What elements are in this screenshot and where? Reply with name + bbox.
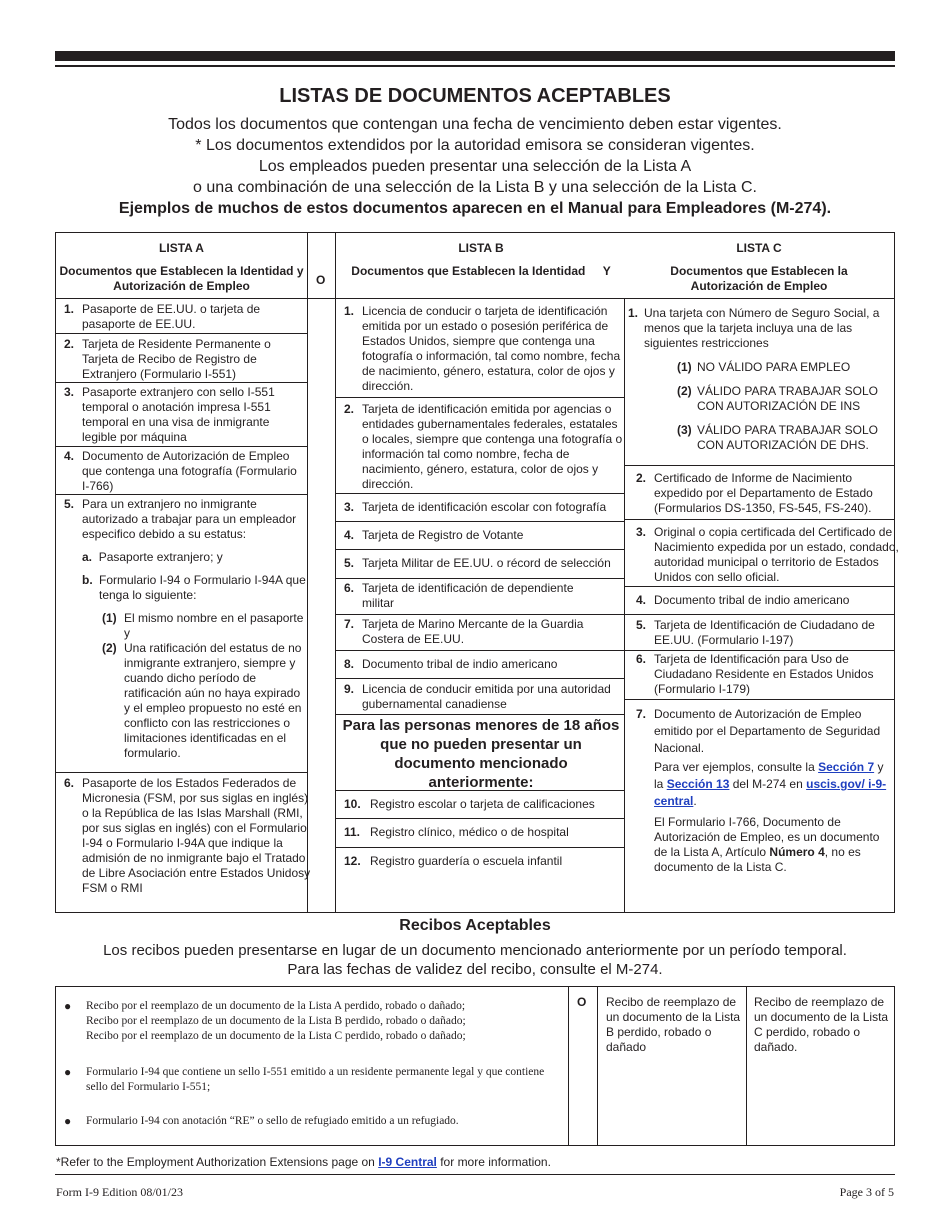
list-b-item: [344, 797, 640, 812]
item-number: 2.: [636, 471, 647, 485]
list-a-item: [64, 449, 307, 494]
bullet-dot: ●: [64, 1114, 72, 1128]
row-divider: [335, 578, 624, 579]
list-c-item: [628, 306, 894, 453]
list-a-item: [64, 497, 307, 761]
item-text: Documento tribal de indio americano: [654, 593, 850, 607]
row-divider: [624, 699, 894, 700]
intro-line: Todos los documentos que contengan una fecha de vencimiento deben estar vigentes.: [168, 116, 782, 133]
receipts-title: Recibos Aceptables: [399, 917, 551, 934]
item-number: 4.: [64, 449, 75, 463]
item-text: Registro escolar o tarjeta de calificaciones: [370, 797, 595, 811]
sub-label: (2): [102, 641, 117, 655]
item5-b2: [82, 641, 307, 761]
page-number: Page 3 of 5: [839, 1185, 894, 1199]
receipts-line: Los recibos pueden presentarse en lugar de un documento mencionado anteriormente por un período temporal.: [103, 942, 847, 959]
top-rule-thin: [55, 65, 895, 67]
minors-heading: Para las personas menores de 18 años que no pueden presentar un documento mencionado anteriormente:: [342, 717, 620, 791]
item-number: 1.: [628, 306, 639, 320]
receipts-description: [55, 941, 895, 979]
item-number: 9.: [344, 682, 355, 696]
ref-text: del M-274 en: [729, 777, 807, 791]
item-number: 10.: [344, 797, 361, 811]
row-divider: [335, 614, 624, 615]
row-divider: [624, 614, 894, 615]
list-b-item: [344, 528, 624, 543]
row-divider: [335, 521, 624, 522]
row-divider: [335, 714, 624, 715]
list-a-subtitle: Documentos que Establecen la Identidad y Autorización de Empleo: [59, 264, 304, 293]
list-b-item: [344, 402, 624, 492]
list-b-item: [344, 556, 640, 571]
list-b-item: [344, 581, 607, 611]
list-c-header: [624, 241, 894, 294]
sub-label: (3): [677, 423, 692, 437]
item-text: Tarjeta de identificación emitida por agencias o entidades gubernamentales federales, estatales o locales, siempre que contenga una fotografía o información tal como nombre, fecha de nacimiento, género, estatura, color de ojos y dirección.: [362, 402, 623, 491]
list-c-item: [636, 525, 899, 585]
list-c-item: [636, 471, 894, 516]
list-a-item: [64, 302, 302, 332]
item7-reference: [654, 759, 894, 810]
item-number: 3.: [64, 385, 75, 399]
item-number: 6.: [344, 581, 355, 595]
item-number: 12.: [344, 854, 361, 868]
row-divider: [335, 818, 624, 819]
item-number: 1.: [344, 304, 355, 318]
item-number: 4.: [636, 593, 647, 607]
sub-text: VÁLIDO PARA TRABAJAR SOLO CON AUTORIZACIÓN DE DHS.: [697, 423, 878, 452]
item-text: Tarjeta de identificación de dependiente militar: [362, 581, 574, 610]
item-text: Documento de Autorización de Empleo que contenga una fotografía (Formulario I-766): [82, 449, 297, 493]
divider: [568, 987, 569, 1145]
row-divider: [624, 586, 894, 587]
item-text: Licencia de conducir o tarjeta de identificación emitida por un estado o posesión periférica de Estados Unidos, siempre que contenga una fotografía o información, tal como nombre, fecha de nacimiento, género, estatura, color de ojos y dirección.: [362, 304, 621, 393]
sub-label: (2): [677, 384, 692, 398]
receipt-bullet: [56, 1114, 566, 1129]
list-b-subtitle: Documentos que Establecen la Identidad: [351, 264, 586, 278]
footer-rule: [55, 1174, 895, 1175]
list-b-item: [344, 825, 640, 840]
item-text: Original o copia certificada del Certificado de Nacimiento expedida por un estado, condado, autoridad municipal o territorio de Estados Unidos con sello oficial.: [654, 525, 899, 584]
document-lists-table: [55, 232, 899, 913]
restriction-1: [644, 360, 894, 375]
manual-reference: Ejemplos de muchos de estos documentos aparecen en el Manual para Empleadores (M-274).: [118, 200, 832, 217]
header-divider: [56, 298, 894, 299]
list-a-name: LISTA A: [159, 241, 204, 255]
top-rule-thick: [55, 51, 895, 61]
item-text: Documento tribal de indio americano: [362, 657, 558, 671]
list-c-subtitle: Documentos que Establecen la Autorización de Empleo: [670, 264, 848, 293]
note-text: , no es documento de la Lista C.: [654, 845, 861, 874]
item-text: Registro clínico, médico o de hospital: [370, 825, 569, 839]
divider-or-b: [335, 233, 336, 912]
row-divider: [56, 382, 307, 383]
bullet-line: Recibo por el reemplazo de un documento de la Lista B perdido, robado o dañado;: [86, 1015, 466, 1027]
ref-text: y la: [654, 760, 884, 791]
item-number: 2.: [64, 337, 75, 351]
divider: [597, 987, 598, 1145]
sub-label: (1): [102, 611, 117, 625]
note-bold: Número 4: [769, 845, 825, 859]
item-text: Tarjeta de Identificación de Ciudadano de EE.UU. (Formulario I-197): [654, 618, 875, 647]
list-a-item: [64, 385, 294, 445]
seccion-7-link[interactable]: Sección 7: [818, 760, 875, 774]
item-text: Para un extranjero no inmigrante autorizado a trabajar para un empleador especifico debido a su estatus:: [82, 497, 297, 541]
or-label-a: O: [316, 273, 326, 287]
item-number: 1.: [64, 302, 75, 316]
or-label-receipts: O: [577, 995, 587, 1009]
list-c-name: LISTA C: [736, 241, 782, 255]
item-text: Tarjeta de identificación escolar con fotografía: [362, 500, 607, 514]
sub-text: Una ratificación del estatus de no inmigrante extranjero, siempre y cuando dicho período de ratificación aún no haya expirado y el empleo propuesto no esté en conflicto con las restricciones o limitaciones identificadas en el formulario.: [124, 641, 302, 760]
item-number: 6.: [64, 776, 75, 790]
uscis-i9-central-link[interactable]: uscis.gov/ i-9-central: [654, 777, 887, 808]
item-text: Tarjeta de Marino Mercante de la Guardia Costera de EE.UU.: [362, 617, 584, 646]
i9-central-link[interactable]: I-9 Central: [378, 1155, 437, 1169]
receipts-table: [55, 986, 895, 1146]
row-divider: [624, 465, 894, 466]
item-number: 3.: [344, 500, 355, 514]
footnote-text: *Refer to the Employment Authorization Extensions page on: [56, 1155, 379, 1169]
row-divider: [335, 397, 624, 398]
row-divider: [56, 446, 307, 447]
item-text: Documento de Autorización de Empleo emitido por el Departamento de Seguridad Nacional.: [654, 707, 881, 755]
list-b-item: [344, 657, 624, 672]
item5-b1: [82, 611, 307, 641]
list-c-item: [636, 652, 894, 697]
divider: [746, 987, 747, 1145]
receipt-bullet: [56, 999, 566, 1044]
seccion-13-link[interactable]: Sección 13: [666, 777, 730, 791]
list-a-header: [56, 241, 307, 294]
item-text: Tarjeta de Registro de Votante: [362, 528, 524, 542]
item-text: Registro guardería o escuela infantil: [370, 854, 563, 868]
item-text: Pasaporte de los Estados Federados de Micronesia (FSM, por sus siglas en inglés) o la República de las Islas Marshall (RMI, por sus siglas en inglés) con el Formulario I-94 o Formulario I-94A que indique la admisión de no inmigrante bajo el Tratado de Libre Asociación entre Estados Unidosy FSM o RMI: [82, 776, 311, 895]
list-b-receipt: Recibo de reemplazo de un documento de la Lista B perdido, robado o dañado: [606, 995, 741, 1054]
restriction-2: [644, 384, 894, 414]
intro-line: o una combinación de una selección de la Lista B y una selección de la Lista C.: [193, 179, 757, 196]
list-c-receipt: Recibo de reemplazo de un documento de la Lista C perdido, robado o dañado.: [754, 995, 889, 1054]
bullet-line: Recibo por el reemplazo de un documento de la Lista A perdido, robado o dañado;: [86, 1000, 466, 1012]
bullet-line: Formulario I-94 con anotación “RE” o sello de refugiado emitido a un refugiado.: [86, 1115, 459, 1127]
row-divider: [624, 519, 894, 520]
intro-text: [55, 114, 895, 198]
row-divider: [335, 493, 624, 494]
restriction-3: [644, 423, 894, 453]
row-divider: [335, 549, 624, 550]
receipt-bullet: [56, 1065, 566, 1095]
ref-text: .: [693, 794, 697, 808]
item-number: 8.: [344, 657, 355, 671]
item-number: 3.: [636, 525, 647, 539]
item-number: 5.: [636, 618, 647, 632]
divider-b-c: [624, 298, 625, 912]
row-divider: [335, 847, 624, 848]
row-divider: [56, 772, 307, 773]
sub-text: Pasaporte extranjero; y: [98, 550, 223, 564]
list-c-item: [636, 706, 894, 810]
item-text: Una tarjeta con Número de Seguro Social, a menos que la tarjeta incluya una de las siguientes restricciones: [644, 306, 880, 350]
bullet-dot: ●: [64, 999, 72, 1013]
and-label: Y: [602, 264, 611, 278]
sub-text: El mismo nombre en el pasaporte y: [124, 611, 304, 640]
sub-text: Formulario I-94 o Formulario I-94A que tenga lo siguiente:: [99, 573, 306, 602]
item-text: Tarjeta Militar de EE.UU. o récord de selección: [362, 556, 611, 570]
bullet-dot: ●: [64, 1065, 72, 1079]
item-number: 4.: [344, 528, 355, 542]
item-number: 6.: [636, 652, 647, 666]
list-b-item: [344, 500, 637, 515]
row-divider: [56, 494, 307, 495]
intro-line: Los empleados pueden presentar una selección de la Lista A: [258, 158, 692, 175]
item-text: Pasaporte extranjero con sello I-551 temporal o anotación impresa I-551 temporal en una visa de inmigrante legible por máquina: [82, 385, 275, 444]
list-c-item: [636, 593, 894, 608]
page-title: LISTAS DE DOCUMENTOS ACEPTABLES: [279, 85, 671, 107]
item-text: Tarjeta de Identificación para Uso de Ciudadano Residente en Estados Unidos (Formulario I-179): [654, 652, 874, 696]
footnote: [56, 1155, 551, 1169]
bullet-line: Formulario I-94 que contiene un sello I-551 emitido a un residente permanente legal y que contiene sello del Formulario I-551;: [86, 1066, 545, 1093]
list-b-item: [344, 617, 617, 647]
item-text: Pasaporte de EE.UU. o tarjeta de pasaporte de EE.UU.: [82, 302, 261, 331]
receipts-line: Para las fechas de validez del recibo, consulte el M-274.: [287, 961, 663, 978]
sub-label: a.: [82, 550, 93, 564]
item5-a: [82, 550, 307, 565]
list-b-item: [344, 854, 640, 869]
item-number: 11.: [344, 825, 361, 839]
item-text: Licencia de conducir emitida por una autoridad gubernamental canadiense: [362, 682, 611, 711]
sub-text: VÁLIDO PARA TRABAJAR SOLO CON AUTORIZACIÓN DE INS: [697, 384, 878, 413]
list-b-item: [344, 304, 624, 394]
list-b-name: LISTA B: [458, 241, 504, 255]
footnote-text: for more information.: [436, 1155, 551, 1169]
row-divider: [335, 678, 624, 679]
row-divider: [56, 333, 307, 334]
item-number: 7.: [344, 617, 355, 631]
list-c-item: [636, 618, 899, 648]
item-text: Tarjeta de Residente Permanente o Tarjeta de Recibo de Registro de Extranjero (Formulario I-551): [82, 337, 271, 381]
item-text: Certificado de Informe de Nacimiento expedido por el Departamento de Estado (Formularios DS-1350, FS-545, FS-240).: [654, 471, 873, 515]
form-edition: Form I-9 Edition 08/01/23: [56, 1185, 183, 1199]
item-number: 5.: [344, 556, 355, 570]
row-divider: [335, 650, 624, 651]
ref-text: Para ver ejemplos, consulte la: [654, 760, 819, 774]
item5-b: [82, 573, 307, 603]
bullet-line: Recibo por el reemplazo de un documento de la Lista C perdido, robado o dañado;: [86, 1030, 466, 1042]
note-text: El Formulario I-766, Documento de Autorización de Empleo, es un documento de la Lista A, Artículo: [654, 815, 880, 859]
intro-line: * Los documentos extendidos por la autoridad emisora se consideran vigentes.: [195, 137, 755, 154]
sub-text: NO VÁLIDO PARA EMPLEO: [697, 360, 851, 374]
item-number: 5.: [64, 497, 75, 511]
list-b-header: [336, 241, 626, 279]
row-divider: [624, 650, 894, 651]
sub-label: (1): [677, 360, 692, 374]
list-a-item: [64, 337, 297, 382]
list-a-item: [64, 776, 312, 896]
sub-label: b.: [82, 573, 93, 587]
item-number: 7.: [636, 707, 647, 721]
list-b-item: [344, 682, 624, 712]
item-number: 2.: [344, 402, 355, 416]
list-c-note: [654, 815, 889, 875]
